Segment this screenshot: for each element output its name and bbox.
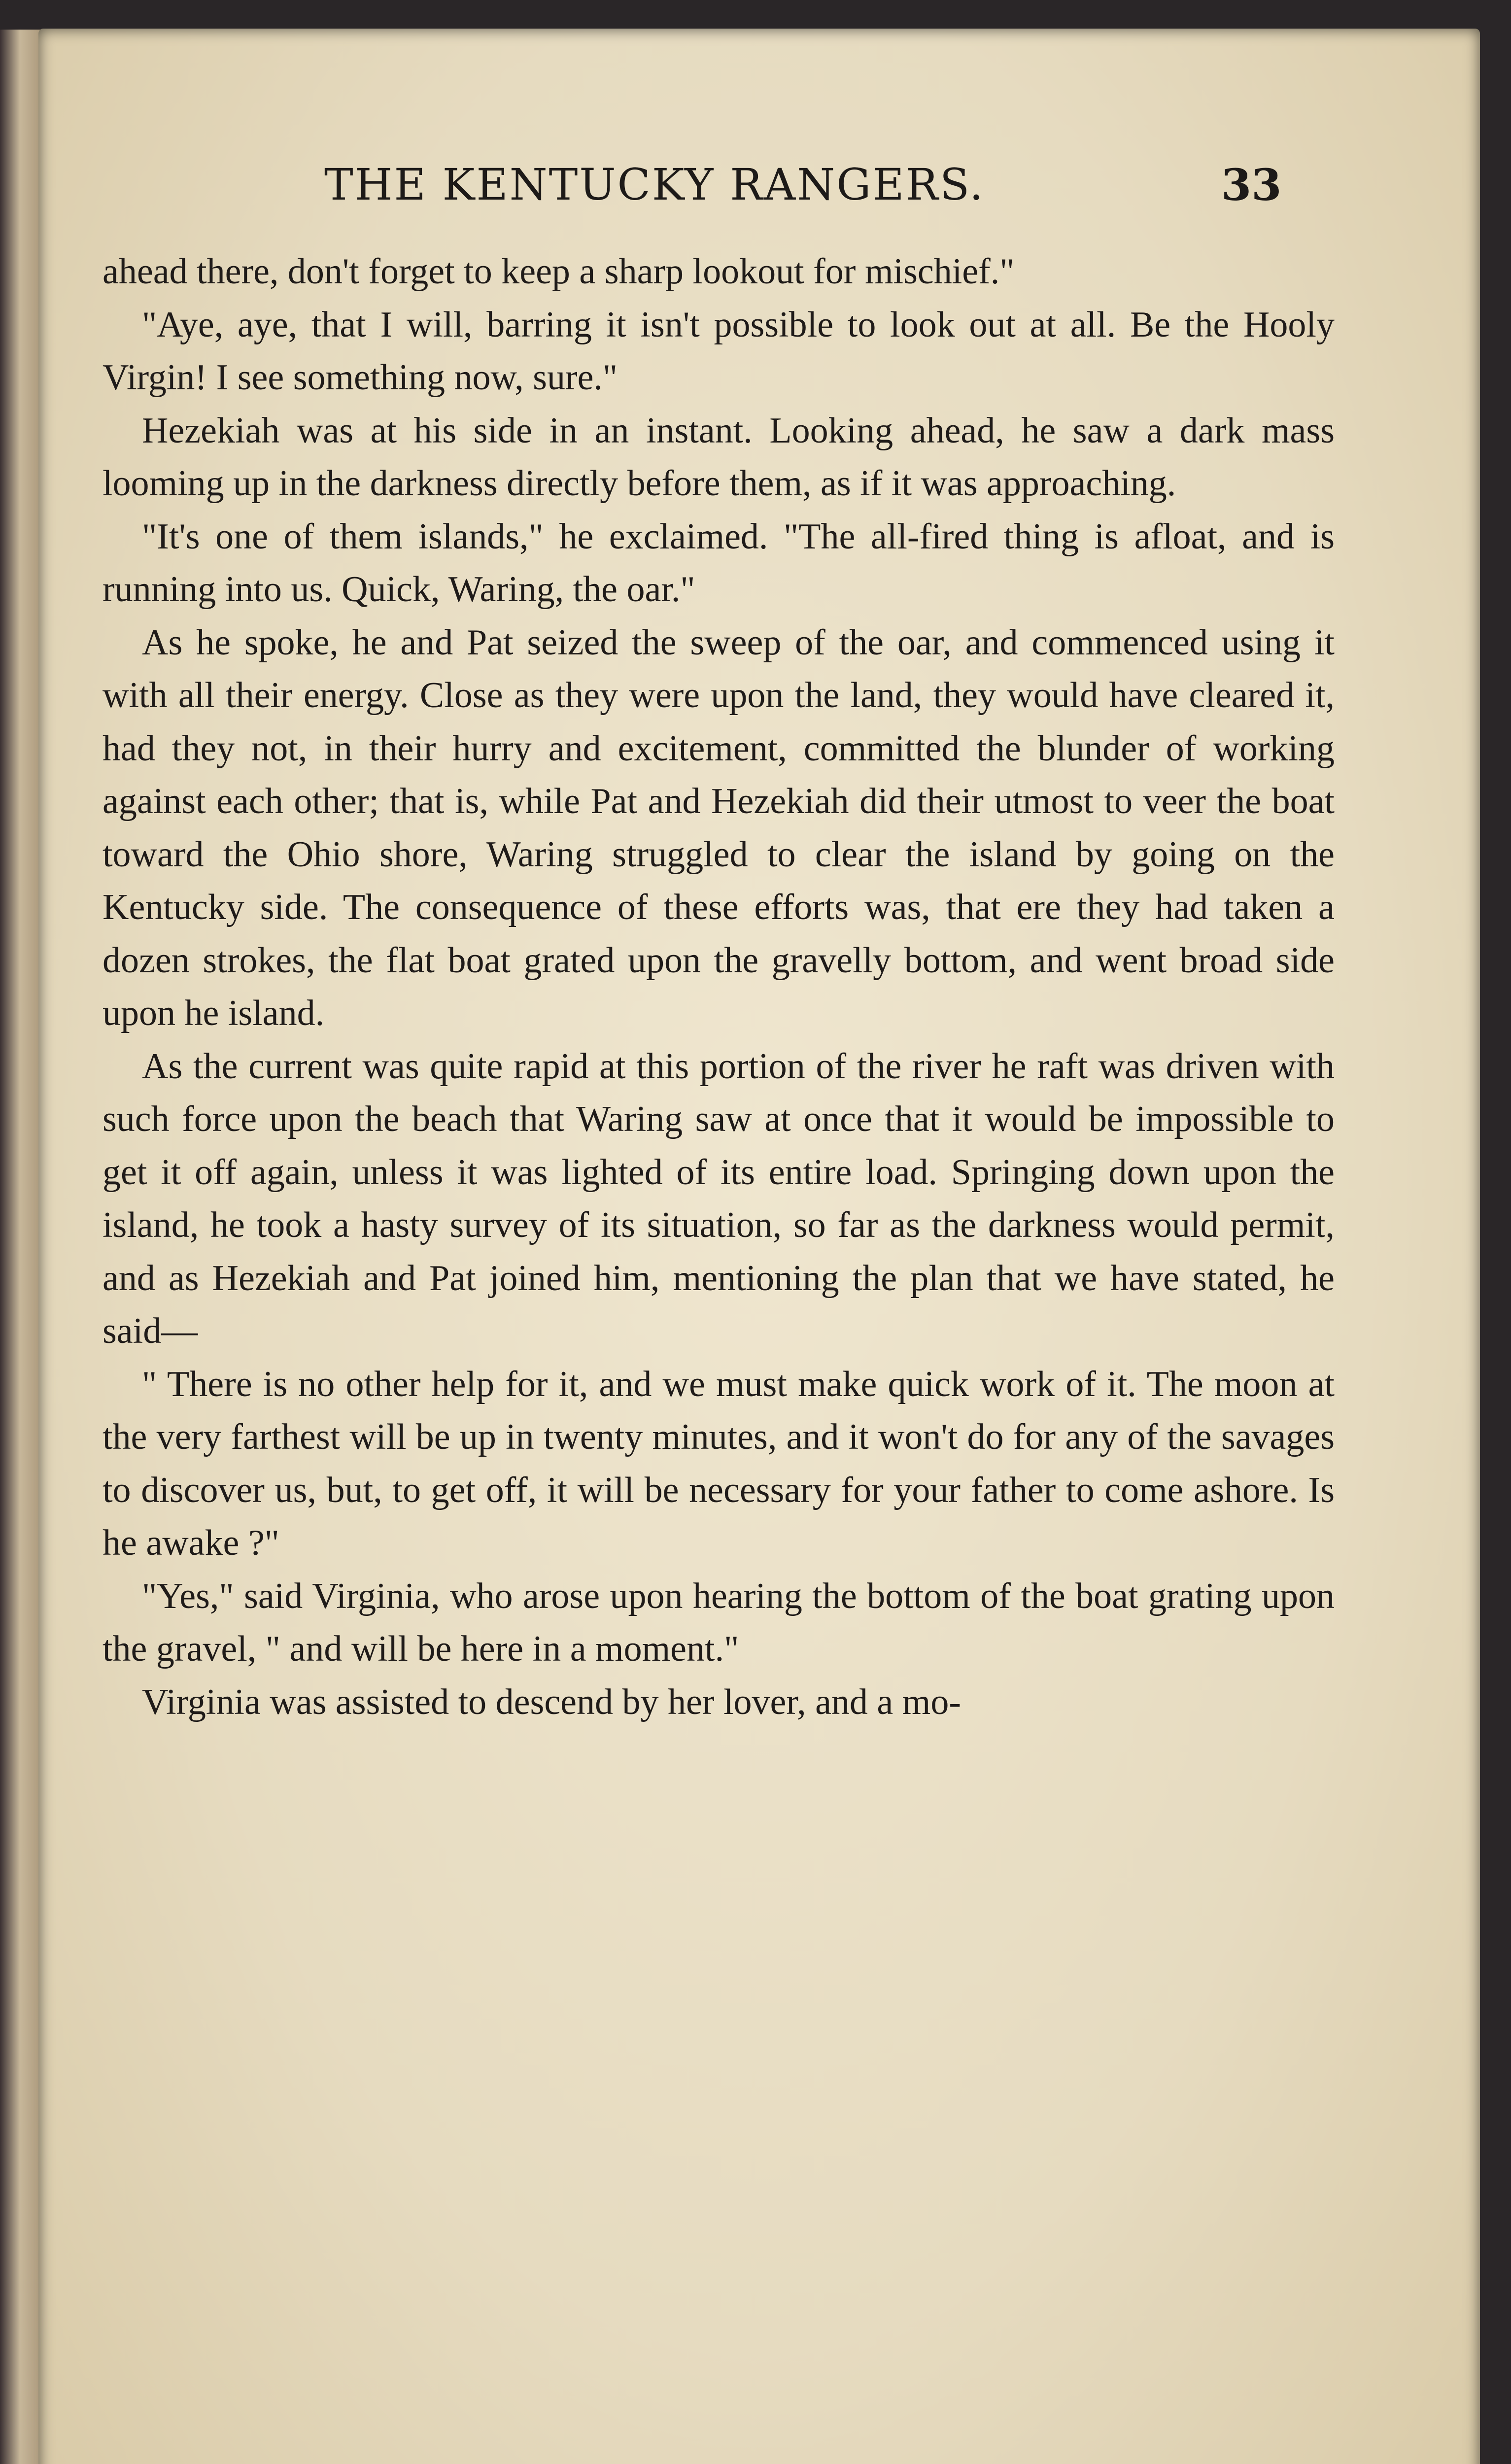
book-page [38,29,1480,2464]
paragraph: "Aye, aye, that I will, barring it isn't possible to look out at all. Be the Hooly Virgin! I see something now, sure." [103,304,1335,398]
book-spine-edge [0,30,44,2464]
paragraph: Virginia was assisted to descend by her lover, and a mo- [142,1681,961,1722]
paragraph: "Yes," said Virginia, who arose upon hearing the bottom of the boat grating upon the gravel, " and will be here in a moment." [103,1575,1335,1669]
paragraph: ahead there, don't forget to keep a sharp lookout for mischief." [103,251,1015,292]
page-number: 33 [1221,159,1282,210]
paragraph: As the current was quite rapid at this portion of the river he raft was driven with such force upon the beach that Waring saw at once that it would be impossible to get it off again, unless it was lighted of its entire load. Springing down upon the island, he took a hasty survey of its situation, so far as the darkness would permit, and as Hezekiah and Pat joined him, mentioning the plan that we have stated, he said— [103,1046,1335,1351]
paragraph: "It's one of them islands," he exclaimed. "The all-fired thing is afloat, and is running into us. Quick, Waring, the oar." [103,516,1335,610]
running-head: THE KENTUCKY RANGERS. [324,159,985,210]
paragraph: " There is no other help for it, and we must make quick work of it. The moon at the very farthest will be up in twenty minutes, and it won't do for any of the savages to discover us, but, to get off, it will be necessary for your father to come ashore. Is he awake ?" [103,1364,1335,1563]
body-text [103,245,1335,1729]
page-header [38,144,1480,213]
paragraph: As he spoke, he and Pat seized the sweep of the oar, and commenced using it with all their energy. Close as they were upon the land, they would have cleared it, had they not, in their hurry and excitement, committed the blunder of working against each other; that is, while Pat and Hezekiah did their utmost to veer the boat toward the Ohio shore, Waring struggled to clear the island by going on the Kentucky side. The consequence of these efforts was, that ere they had taken a dozen strokes, the flat boat grated upon the gravelly bottom, and went broad side upon he island. [103,622,1335,1033]
paragraph: Hezekiah was at his side in an instant. Looking ahead, he saw a dark mass looming up in the darkness directly before them, as if it was approaching. [103,410,1335,504]
